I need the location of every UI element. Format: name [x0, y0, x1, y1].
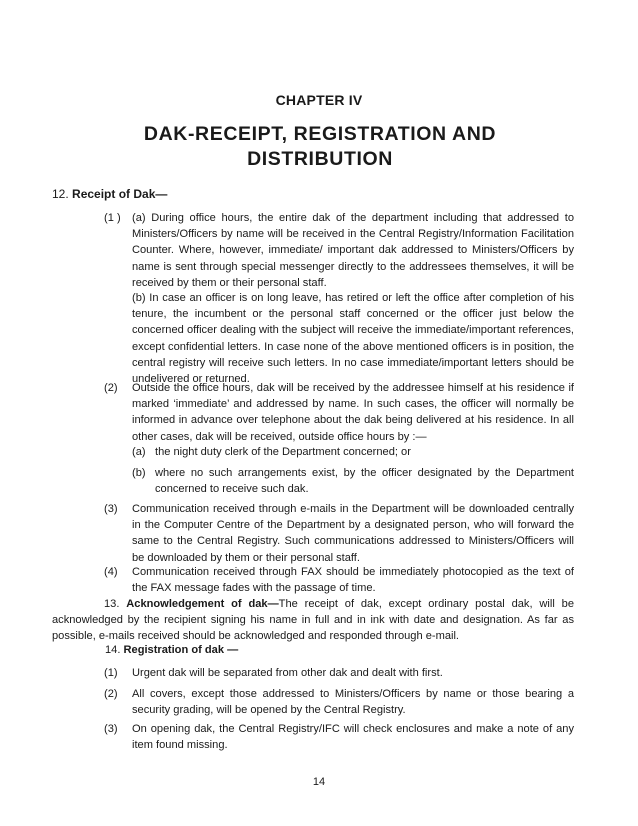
paragraph-14-3: On opening dak, the Central Registry/IFC will check enclosures and make a note of any item found missing. — [132, 723, 574, 752]
item-number: (3) — [104, 503, 118, 515]
paragraph-14-2: All covers, except those addressed to Ministers/Officers by name or those bearing a security grading, will be opened by the Central Registry. — [132, 688, 574, 717]
section-12-title: Receipt of Dak— — [72, 187, 168, 201]
sub-item-letter: (b) — [132, 467, 146, 479]
paragraph-12-1-b: (b) In case an officer is on long leave, has retired or left the office after completion of his tenure, the incumbent or the personal staff concerned or the officer just below the concerned officer dealing with the subject will receive the immediate/important references, except confidential letters. In case none of the above mentioned officers is in position, the central registry will receive such letters. In no case immediate/important letters should be undelivered or returned. — [132, 292, 574, 386]
item-number: (2) — [104, 382, 118, 394]
page-number: 14 — [312, 776, 326, 788]
section-13-title: Acknowledgement of dak— — [126, 598, 279, 610]
section-13-paragraph — [52, 596, 574, 645]
chapter-label: CHAPTER IV — [275, 92, 363, 108]
chapter-title: DAK-RECEIPT, REGISTRATION AND DISTRIBUTION — [143, 123, 497, 170]
section-14-number: 14. — [105, 644, 121, 656]
section-12-number: 12. — [52, 187, 69, 201]
item-number: (2) — [104, 688, 118, 700]
section-13-number: 13. — [104, 598, 120, 610]
item-number: (1 ) — [104, 212, 121, 224]
paragraph-12-3: Communication received through e-mails in the Department will be downloaded centrally in the Computer Centre of the Department by a designated person, who will forward the same to the Central Registry. Such communications addressed to Ministers/Officers will be downloaded by them or their personal staff. — [132, 503, 574, 564]
paragraph-14-1: Urgent dak will be separated from other dak and dealt with first. — [132, 667, 443, 679]
paragraph-12-2-b: where no such arrangements exist, by the officer designated by the Department concerned to receive such dak. — [155, 467, 574, 496]
section-14-heading — [105, 644, 238, 656]
paragraph-12-1-a: (a) During office hours, the entire dak of the department including that addressed to Ministers/Officers by name will be received in the Central Registry/Information Facilitation Counter. Where, however, immediate/ important dak addressed to Ministers/Officers by name is sent through special messenger directly to the addressees themselves, it will be received by them or their personal staff. — [132, 212, 574, 289]
item-number: (3) — [104, 723, 118, 735]
paragraph-12-2-a: the night duty clerk of the Department concerned; or — [155, 446, 411, 458]
section-13-text: The receipt of dak, except ordinary postal dak, will be acknowledged by the recipient signing his name in full and in ink with date and designation. As far as possible, e-mails received should be acknowledged and responded through e-mail. — [52, 598, 574, 643]
item-number: (4) — [104, 566, 118, 578]
paragraph-12-2: Outside the office hours, dak will be received by the addressee himself at his residence if marked ‘immediate’ and addressed by name. In such cases, the officer will normally be informed in advance over telephone about the dak being delivered at his residence. In all other cases, dak will be received, outside office hours by :— — [132, 382, 574, 443]
section-12-heading — [52, 187, 167, 201]
section-14-title: Registration of dak — — [123, 644, 239, 656]
item-number: (1) — [104, 667, 118, 679]
sub-item-letter: (a) — [132, 446, 146, 458]
paragraph-12-4: Communication received through FAX should be immediately photocopied as the text of the FAX message fades with the passage of time. — [132, 566, 574, 595]
